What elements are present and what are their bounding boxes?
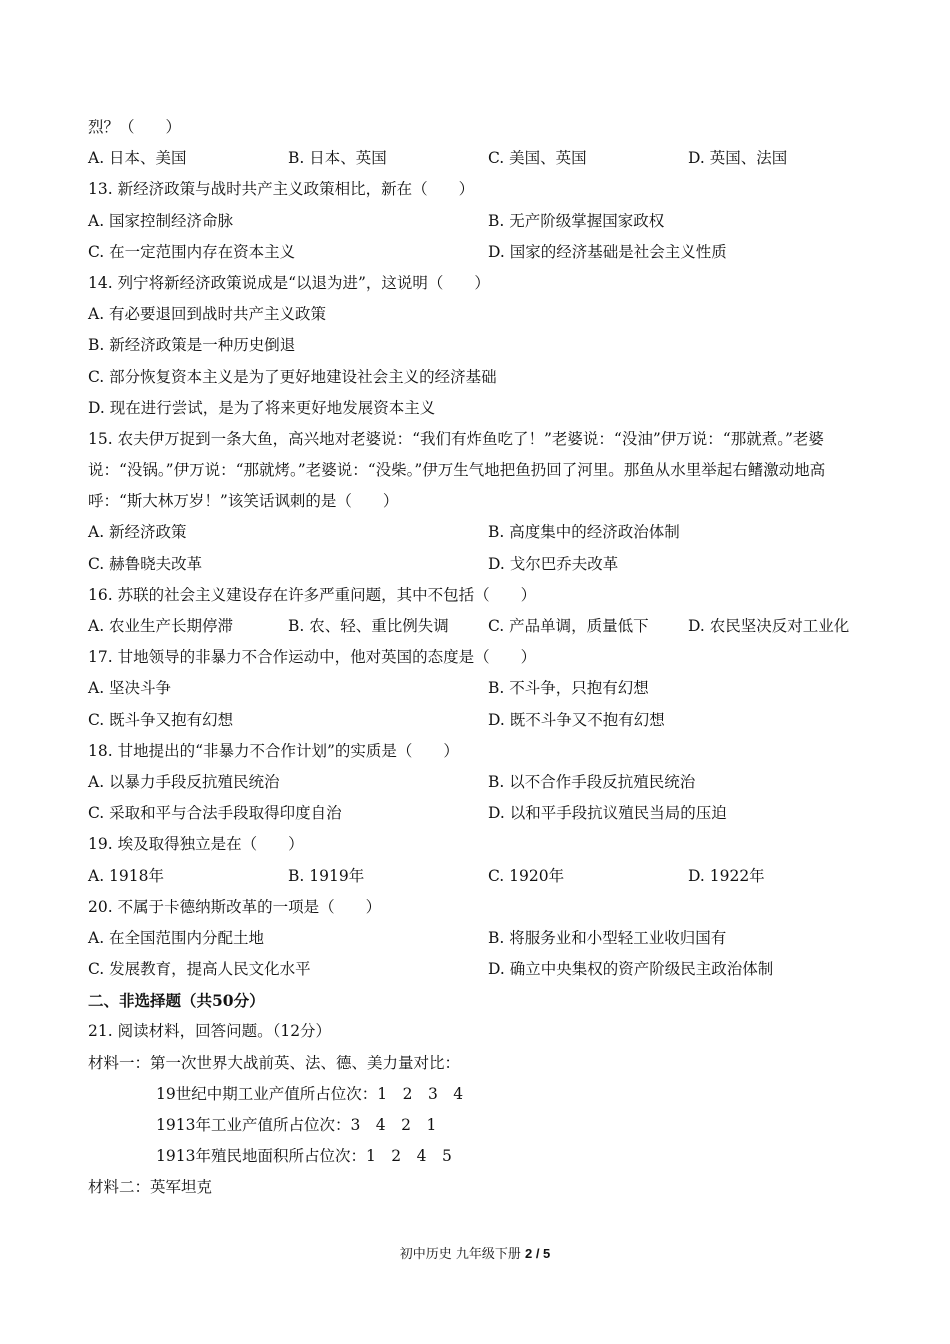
option-d: D. 国家的经济基础是社会主义性质 bbox=[488, 242, 727, 261]
option-b: B. 日本、英国 bbox=[288, 149, 387, 168]
question-17-options-cd bbox=[88, 705, 868, 736]
option-a: A. 坚决斗争 bbox=[88, 679, 172, 698]
option-c: C. 产品单调，质量低下 bbox=[488, 617, 649, 636]
option-d: D. 1922年 bbox=[688, 866, 765, 885]
option-b: B. 农、轻、重比例失调 bbox=[288, 617, 449, 636]
option-c: C. 美国、英国 bbox=[488, 149, 587, 168]
question-17-options-ab bbox=[88, 673, 868, 704]
option-b: B. 新经济政策是一种历史倒退 bbox=[88, 336, 296, 355]
option-d: D. 英国、法国 bbox=[688, 149, 788, 168]
option-b: B. 不斗争，只抱有幻想 bbox=[488, 679, 649, 698]
option-a: A. 日本、美国 bbox=[88, 149, 187, 168]
question-13: 13. 新经济政策与战时共产主义政策相比，新在（ ） bbox=[88, 180, 475, 199]
question-20-options-cd bbox=[88, 954, 868, 985]
question-15: 15. 农夫伊万捉到一条大鱼，高兴地对老婆说：“我们有炸鱼吃了！”老婆说：“没油”伊万说：“那就煮。”老婆说：“没锅。”伊万说：“那就烤。”老婆说：“没柴。”伊万生气地把鱼扔回了河里。那鱼从水里举起右鳍激动地高呼：“斯大林万岁！”该笑话讽刺的是（ ） bbox=[88, 429, 826, 511]
question-17: 17. 甘地领导的非暴力不合作运动中，他对英国的态度是（ ） bbox=[88, 648, 537, 667]
option-a: A. 在全国范围内分配土地 bbox=[88, 928, 265, 947]
exam-page bbox=[88, 112, 868, 1204]
question-21: 21. 阅读材料，回答问题。（12分） bbox=[88, 1022, 332, 1041]
option-d: D. 以和平手段抗议殖民当局的压迫 bbox=[488, 804, 727, 823]
option-c: C. 在一定范围内存在资本主义 bbox=[88, 242, 296, 261]
option-c: C. 1920年 bbox=[488, 866, 565, 885]
question-15-options-ab bbox=[88, 517, 868, 548]
option-a: A. 农业生产长期停滞 bbox=[88, 617, 234, 636]
material-2: 材料二：英军坦克 bbox=[88, 1178, 213, 1197]
page-footer bbox=[0, 1244, 950, 1265]
material-1-row: 1913年殖民地面积所占位次：1 2 4 5 bbox=[156, 1147, 452, 1166]
option-b: B. 以不合作手段反抗殖民统治 bbox=[488, 772, 696, 791]
option-c: C. 赫鲁晓夫改革 bbox=[88, 554, 203, 573]
material-1-row: 19世纪中期工业产值所占位次：1 2 3 4 bbox=[156, 1084, 464, 1103]
option-b: B. 1919年 bbox=[288, 866, 365, 885]
option-c: C. 既斗争又抱有幻想 bbox=[88, 710, 234, 729]
question-18-options-cd bbox=[88, 798, 868, 829]
option-b: B. 将服务业和小型轻工业收归国有 bbox=[488, 928, 727, 947]
page-number: 2 / 5 bbox=[524, 1246, 551, 1261]
question-16: 16. 苏联的社会主义建设存在许多严重问题，其中不包括（ ） bbox=[88, 585, 537, 604]
option-d: D. 现在进行尝试，是为了将来更好地发展资本主义 bbox=[88, 398, 436, 417]
question-13-options-cd bbox=[88, 237, 868, 268]
question-13-options-ab bbox=[88, 206, 868, 237]
option-a: A. 有必要退回到战时共产主义政策 bbox=[88, 305, 327, 324]
question-15-options-cd bbox=[88, 549, 868, 580]
option-c: C. 部分恢复资本主义是为了更好地建设社会主义的经济基础 bbox=[88, 367, 497, 386]
option-d: D. 农民坚决反对工业化 bbox=[688, 617, 850, 636]
question-14: 14. 列宁将新经济政策说成是“以退为进”，这说明（ ） bbox=[88, 273, 490, 292]
option-d: D. 戈尔巴乔夫改革 bbox=[488, 554, 619, 573]
question-20: 20. 不属于卡德纳斯改革的一项是（ ） bbox=[88, 897, 382, 916]
option-a: A. 新经济政策 bbox=[88, 523, 187, 542]
question-18: 18. 甘地提出的“非暴力不合作计划”的实质是（ ） bbox=[88, 741, 459, 760]
option-a: A. 以暴力手段反抗殖民统治 bbox=[88, 772, 280, 791]
question-16-options bbox=[88, 611, 868, 642]
question-12-tail: 烈？（ ） bbox=[88, 118, 182, 136]
question-20-options-ab bbox=[88, 923, 868, 954]
option-d: D. 既不斗争又不抱有幻想 bbox=[488, 710, 665, 729]
option-c: C. 发展教育，提高人民文化水平 bbox=[88, 960, 311, 979]
question-19: 19. 埃及取得独立是在（ ） bbox=[88, 835, 304, 854]
option-b: B. 高度集中的经济政治体制 bbox=[488, 523, 680, 542]
option-b: B. 无产阶级掌握国家政权 bbox=[488, 211, 665, 230]
material-1: 材料一：第一次世界大战前英、法、德、美力量对比： bbox=[88, 1053, 461, 1072]
option-d: D. 确立中央集权的资产阶级民主政治体制 bbox=[488, 960, 774, 979]
question-18-options-ab bbox=[88, 767, 868, 798]
section-heading: 二、非选择题（共50分） bbox=[88, 991, 265, 1011]
question-19-options bbox=[88, 861, 868, 892]
option-a: A. 国家控制经济命脉 bbox=[88, 211, 234, 230]
material-1-row: 1913年工业产值所占位次：3 4 2 1 bbox=[156, 1116, 437, 1135]
option-a: A. 1918年 bbox=[88, 866, 164, 885]
footer-text: 初中历史 九年级下册 bbox=[399, 1247, 525, 1262]
question-12-options bbox=[88, 143, 868, 174]
option-c: C. 采取和平与合法手段取得印度自治 bbox=[88, 804, 342, 823]
